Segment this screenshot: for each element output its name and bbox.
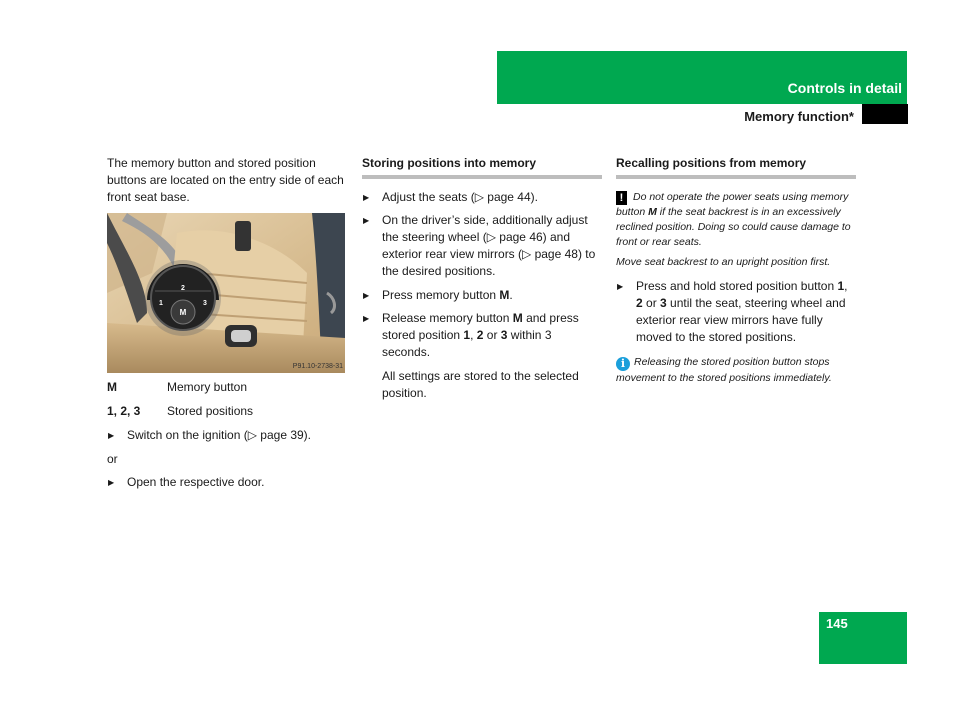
- warning-icon: !: [616, 191, 627, 205]
- position-ref: 1: [837, 279, 845, 293]
- seat-photo: [107, 213, 345, 373]
- text-run: Release memory button: [382, 311, 513, 325]
- step-text: Adjust the seats (▷ page 44).: [382, 190, 538, 204]
- intro-text: The memory button and stored position buttons are located on the entry side of each front seat base.: [107, 156, 344, 204]
- position-1-label: 1: [159, 300, 163, 307]
- legend-value: Stored positions: [167, 404, 254, 418]
- image-code: P91.10-2738-31: [292, 363, 343, 370]
- column-right: [616, 155, 856, 386]
- bullet-arrow-icon: ▶: [363, 193, 370, 202]
- header-banner: [497, 51, 907, 104]
- or-text: or: [107, 452, 118, 466]
- memory-button-label: M: [179, 308, 187, 317]
- position-ref: 1: [463, 328, 471, 342]
- text-run: Press and hold stored position button: [636, 279, 838, 293]
- section-heading: Storing positions into memory: [362, 155, 602, 179]
- text-run: and press stored position: [382, 311, 579, 342]
- position-ref: 2: [636, 296, 643, 310]
- step-text: Open the respective door.: [127, 475, 265, 489]
- instruction-step: [107, 474, 347, 491]
- memory-button-ref: M: [499, 288, 510, 302]
- step-text: On the driver’s side, additionally adjust the steering wheel (▷ page 46) and exterior rear view mirrors (▷ page 48) to the desired positions.: [382, 213, 596, 278]
- column-middle: [362, 155, 602, 402]
- instruction-step: [616, 278, 856, 346]
- memory-button-ref: M: [648, 206, 657, 218]
- text-run: .: [509, 288, 513, 302]
- legend-key: 1, 2, 3: [107, 404, 141, 418]
- memory-button-ref: M: [512, 311, 523, 325]
- position-ref: 3: [660, 296, 667, 310]
- step-text: [636, 279, 848, 344]
- instruction-step: [362, 310, 602, 361]
- thumb-tab: [862, 104, 908, 124]
- page-number: 145: [826, 616, 848, 631]
- legend-key: M: [107, 380, 117, 394]
- instruction-step: [362, 212, 602, 280]
- text-run: or: [642, 296, 661, 310]
- bullet-arrow-icon: ▶: [363, 291, 370, 300]
- position-ref: 2: [476, 328, 484, 342]
- legend-value: Memory button: [167, 380, 248, 394]
- text-run: or: [483, 328, 501, 342]
- info-note: [616, 355, 856, 386]
- subsection-title: Memory function*: [744, 109, 854, 124]
- instruction-step: [362, 189, 602, 206]
- text-run: ,: [470, 328, 477, 342]
- bullet-arrow-icon: ▶: [108, 478, 115, 487]
- column-left: [107, 155, 347, 491]
- position-ref: 3: [500, 328, 508, 342]
- instruction-step: [107, 427, 347, 444]
- legend-row: [107, 379, 347, 396]
- legend-row: [107, 403, 347, 420]
- text-run: Releasing the stored position button stops movement to the stored positions immediately.: [616, 356, 832, 384]
- instruction-step: [362, 287, 602, 304]
- step-text: [382, 288, 513, 302]
- bullet-arrow-icon: ▶: [617, 282, 624, 291]
- position-2-label: 2: [181, 285, 185, 292]
- section-title: Controls in detail: [787, 80, 902, 96]
- bullet-arrow-icon: ▶: [363, 314, 370, 323]
- text-run: until the seat, steering wheel and exterior rear view mirrors have fully moved to the stored positions.: [636, 296, 846, 344]
- text-run: Press memory button: [382, 288, 500, 302]
- warning-note: [616, 190, 856, 250]
- text-run: Do not operate the power seats using memory button: [616, 191, 849, 218]
- info-icon: i: [616, 357, 630, 371]
- section-heading: Recalling positions from memory: [616, 155, 856, 179]
- text-run: if the seat backrest is in an excessively reclined position. Doing so could cause damage to front or rear seats.: [616, 206, 851, 248]
- bullet-arrow-icon: ▶: [108, 431, 115, 440]
- move-note: Move seat backrest to an upright position first.: [616, 256, 831, 268]
- text-run: within 3 seconds.: [382, 328, 552, 359]
- step-text: Switch on the ignition (▷ page 39).: [127, 428, 312, 442]
- seat-illustration: [107, 213, 345, 373]
- text-run: ,: [844, 279, 848, 293]
- bullet-arrow-icon: ▶: [363, 216, 370, 225]
- stored-note: All settings are stored to the selected position.: [382, 369, 579, 400]
- step-text: [382, 311, 579, 359]
- position-3-label: 3: [203, 300, 207, 307]
